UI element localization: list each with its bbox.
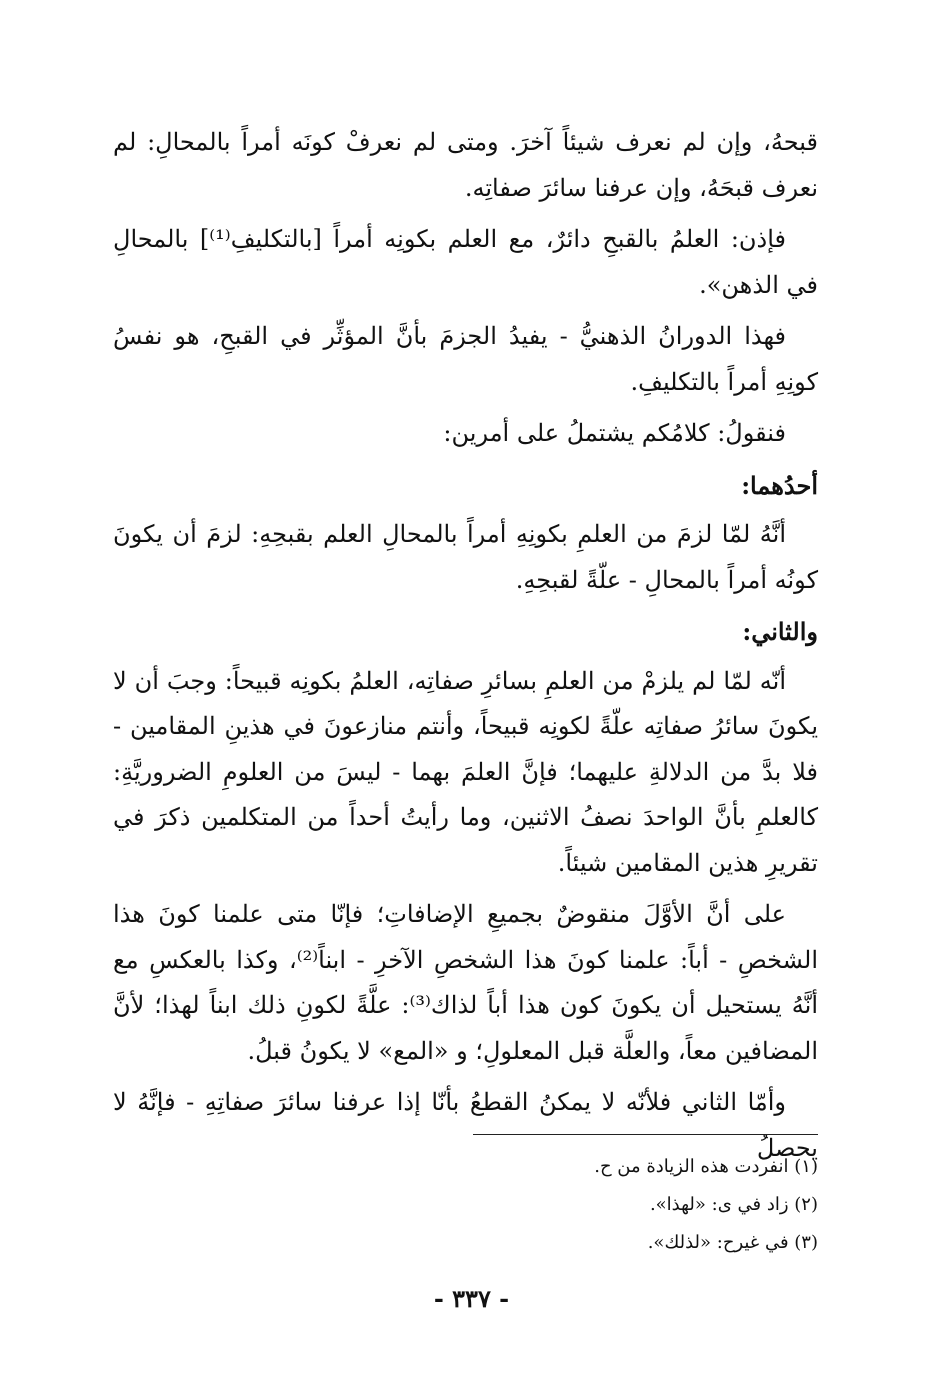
paragraph-objection: على أنَّ الأوَّلَ منقوضٌ بجميعِ الإضافاتِ؛ فإنّا متى علمنا كونَ هذا الشخصِ - أباً: علمنا كونَ هذا الشخصِ الآخرِ - ابناً⁽²⁾، وكذا بالعكسِ مع أنَّهُ يستحيل أن يكونَ كون هذا أباً لذاك⁽³⁾: علَّةً لكونِ ذلك ابناً لهذا؛ لأنَّ المضافين معاً، والعلَّة قبل المعلولِ؛ و «المع» لا يكونُ قبلُ.: [113, 900, 819, 1065]
paragraph-1: قبحهُ، وإن لم نعرف شيئاً آخرَ. ومتى لم نعرفْ كونَه أمراً بالمحالِ: لم نعرف قبحَهُ، وإن عرفنا سائرَ صفاتِه.: [113, 128, 818, 202]
paragraph-4: فنقولُ: كلامُكم يشتملُ على أمرين:: [443, 419, 786, 447]
footnote-3: (٣) في غيرح: «لذلك».: [647, 1232, 818, 1253]
page-body: [113, 120, 818, 1177]
footnote-2: (٢) زاد في ى: «لهذا».: [649, 1194, 818, 1215]
paragraph-3: فهذا الدورانُ الذهنيُّ - يفيدُ الجزمَ بأنَّ المؤثِّر في القبحِ، هو نفسُ كونِهِ أمراً بالتكليفِ.: [113, 322, 818, 396]
heading-first: أحدُهما:: [741, 470, 818, 500]
footnotes: [113, 1148, 818, 1262]
footnote-1: (١) انفردت هذه الزيادة من ح.: [594, 1156, 818, 1177]
page-number: - ٣٣٧ -: [433, 1284, 510, 1313]
paragraph-continuation: وأمّا الثاني فلأنّه لا يمكنُ القطعُ بأنّا إذا عرفنا سائرَ صفاتِهِ - فإنَّهُ لا يحصلُ: [113, 1088, 818, 1162]
paragraph-first-point: أنَّهُ لمّا لزمَ من العلمِ بكونِهِ أمراً بالمحالِ العلم بقبحِهِ: لزمَ أن يكونَ كونُه أمراً بالمحالِ - علّةً لقبحِهِ.: [113, 520, 818, 594]
heading-second: والثاني:: [742, 617, 818, 646]
paragraph-second-point: أنّه لمّا لم يلزمْ من العلمِ بسائرِ صفاتِه، العلمُ بكونِه قبيحاً: وجبَ أن لا يكونَ سائرُ صفاتِه علّةً لكونِه قبيحاً، وأنتم منازعونَ في هذينِ المقامين - فلا بدَّ من الدلالةِ عليهما؛ فإنَّ العلمَ بهما - ليسَ من العلومِ الضروريَّةِ: كالعلمِ بأنَّ الواحدَ نصفُ الاثنين، وما رأيتُ أحداً من المتكلمين ذكرَ في تقريرِ هذين المقامين شيئاً.: [113, 666, 818, 877]
paragraph-2: فإذن: العلمُ بالقبحِ دائرٌ، مع العلم بكونِه أمراً [بالتكليفِ⁽¹⁾] بالمحالِ في الذهن».: [113, 225, 818, 299]
footnote-separator: [473, 1134, 818, 1135]
